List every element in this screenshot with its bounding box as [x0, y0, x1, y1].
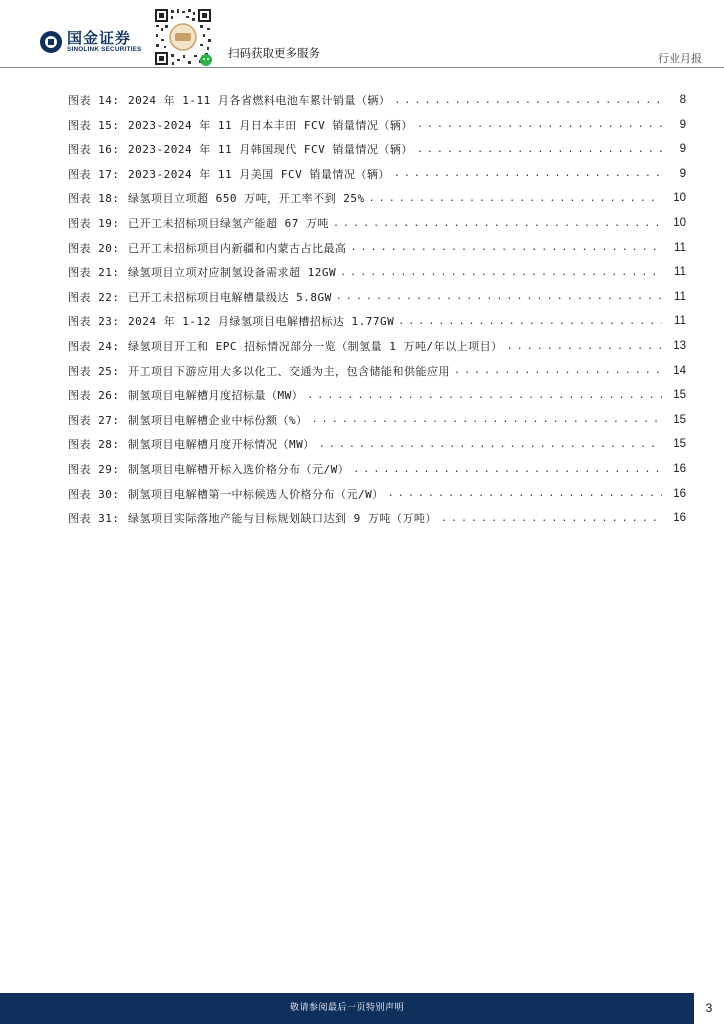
toc-entry-number: 图表 20: — [68, 241, 120, 255]
toc-dot-leader — [336, 291, 662, 302]
toc-entry-title: 2024 年 1-11 月各省燃料电池车累计销量（辆） — [128, 94, 391, 107]
toc-dot-leader — [353, 464, 662, 475]
toc-dot-leader — [307, 390, 662, 401]
toc-entry[interactable] — [68, 434, 686, 454]
footer-disclaimer: 敬请参阅最后一页特别声明 — [289, 1003, 404, 1013]
toc-entry-page: 8 — [679, 94, 686, 106]
toc-entry-number: 图表 16: — [68, 143, 120, 157]
toc-entry[interactable] — [68, 484, 686, 504]
toc-entry-number: 图表 14: — [68, 94, 120, 107]
toc-dot-leader — [351, 242, 663, 253]
toc-dot-leader — [319, 439, 662, 450]
toc-dot-leader — [333, 218, 662, 229]
toc-entry-title: 绿氢项目开工和 EPC 招标情况部分一览（制氢量 1 万吨/年以上项目） — [128, 340, 503, 353]
toc-dot-leader — [398, 316, 662, 327]
toc-entry-number: 图表 25: — [68, 364, 120, 378]
toc-entry-title: 开工项目下游应用大多以化工、交通为主，包含储能和供能应用 — [128, 364, 450, 378]
toc-entry-number: 图表 31: — [68, 512, 120, 526]
toc-entry-title: 2023-2024 年 11 月日本丰田 FCV 销量情况（辆） — [128, 118, 413, 132]
toc-entry-title: 绿氢项目立项对应制氢设备需求超 12GW — [128, 266, 337, 280]
logo-chinese-name: 国金证券 — [67, 29, 132, 47]
toc-dot-leader — [340, 267, 662, 278]
toc-entry-page: 11 — [674, 315, 686, 328]
toc-entry-title: 制氢项目电解槽企业中标份额（%） — [128, 413, 308, 427]
footer-bar — [0, 993, 694, 1024]
toc-entry-page: 16 — [673, 463, 686, 475]
toc-entry-number: 图表 27: — [68, 413, 120, 427]
toc-entry-page: 11 — [674, 241, 686, 254]
toc-entry-title: 已开工未招标项目内新疆和内蒙古占比最高 — [128, 241, 347, 255]
toc-entry[interactable] — [68, 115, 686, 135]
toc-entry-page: 15 — [673, 438, 686, 451]
toc-entry-number: 图表 19: — [68, 217, 120, 230]
page-header — [0, 0, 724, 68]
toc-entry[interactable] — [68, 262, 686, 282]
toc-entry-number: 图表 30: — [68, 487, 120, 501]
toc-entry-page: 15 — [673, 389, 686, 402]
report-type-label: 行业月报 — [658, 52, 702, 65]
toc-dot-leader — [388, 488, 662, 499]
toc-entry-page: 14 — [673, 364, 686, 377]
toc-entry[interactable] — [68, 188, 686, 208]
qr-code-icon[interactable] — [152, 6, 214, 68]
toc-entry-title: 制氢项目电解槽月度开标情况（MW） — [128, 438, 315, 452]
page-number: 3 — [705, 1001, 713, 1015]
toc-entry-title: 已开工未招标项目绿氢产能超 67 万吨 — [128, 217, 329, 230]
toc-entry-number: 图表 18: — [68, 192, 120, 206]
toc-entry-title: 制氢项目电解槽第一中标候选人价格分布（元/W） — [128, 487, 384, 501]
sinolink-logo — [40, 30, 141, 54]
qr-code-label: 扫码获取更多服务 — [228, 46, 320, 60]
toc-entry[interactable] — [68, 410, 686, 430]
toc-entry-page: 11 — [674, 266, 686, 279]
toc-entry[interactable] — [68, 90, 686, 110]
toc-dot-leader — [312, 414, 662, 425]
toc-entry-page: 9 — [679, 143, 686, 156]
toc-entry-page: 15 — [673, 413, 686, 426]
toc-entry-page: 9 — [679, 118, 686, 131]
toc-entry-number: 图表 22: — [68, 290, 120, 304]
toc-dot-leader — [369, 193, 662, 204]
toc-dot-leader — [454, 365, 662, 376]
toc-entry-title: 绿氢项目实际落地产能与目标规划缺口达到 9 万吨（万吨） — [128, 512, 437, 526]
toc-entry-number: 图表 26: — [68, 389, 120, 403]
toc-entry[interactable] — [68, 361, 686, 381]
toc-entry[interactable] — [68, 508, 686, 528]
toc-entry[interactable] — [68, 459, 686, 479]
toc-entry-title: 已开工未招标项目电解槽量级达 5.8GW — [128, 290, 332, 304]
toc-entry-page: 10 — [673, 217, 686, 229]
toc-dot-leader — [507, 341, 662, 352]
sinolink-logo-mark-icon — [40, 31, 62, 53]
toc-entry-title: 制氢项目电解槽月度招标量（MW） — [128, 389, 304, 403]
toc-dot-leader — [394, 168, 662, 179]
toc-dot-leader — [417, 119, 662, 130]
toc-dot-leader — [441, 513, 662, 524]
toc-entry-number: 图表 24: — [68, 340, 120, 353]
toc-entry-page: 16 — [673, 487, 686, 500]
header-divider — [0, 67, 724, 68]
toc-entry[interactable] — [68, 311, 686, 331]
toc-entry-page: 13 — [673, 340, 686, 352]
toc-entry[interactable] — [68, 139, 686, 159]
toc-entry-title: 制氢项目电解槽开标入选价格分布（元/W） — [128, 463, 350, 476]
toc-entry-number: 图表 17: — [68, 167, 120, 181]
toc-entry-title: 2024 年 1-12 月绿氢项目电解槽招标达 1.77GW — [128, 315, 395, 329]
toc-entry-title: 2023-2024 年 11 月美国 FCV 销量情况（辆） — [128, 167, 390, 181]
toc-entry[interactable] — [68, 287, 686, 307]
toc-entry-title: 2023-2024 年 11 月韩国现代 FCV 销量情况（辆） — [128, 143, 413, 157]
toc-entry-number: 图表 23: — [68, 315, 120, 329]
toc-entry-page: 9 — [679, 167, 686, 180]
toc-entry[interactable] — [68, 336, 686, 356]
toc-entry[interactable] — [68, 238, 686, 258]
toc-dot-leader — [417, 144, 662, 155]
toc-entry-page: 11 — [674, 290, 686, 303]
toc-entry-number: 图表 28: — [68, 438, 120, 452]
toc-entry-title: 绿氢项目立项超 650 万吨，开工率不到 25% — [128, 192, 365, 206]
toc-entry-number: 图表 21: — [68, 266, 120, 280]
toc-entry[interactable] — [68, 164, 686, 184]
toc-entry[interactable] — [68, 385, 686, 405]
toc-entry[interactable] — [68, 213, 686, 233]
toc-dot-leader — [394, 95, 662, 106]
toc-entry-number: 图表 29: — [68, 463, 120, 476]
toc-entry-page: 16 — [673, 512, 686, 525]
toc-entry-page: 10 — [673, 192, 686, 205]
toc-entry-number: 图表 15: — [68, 118, 120, 132]
logo-english-name: SINOLINK SECURITIES — [67, 46, 142, 53]
